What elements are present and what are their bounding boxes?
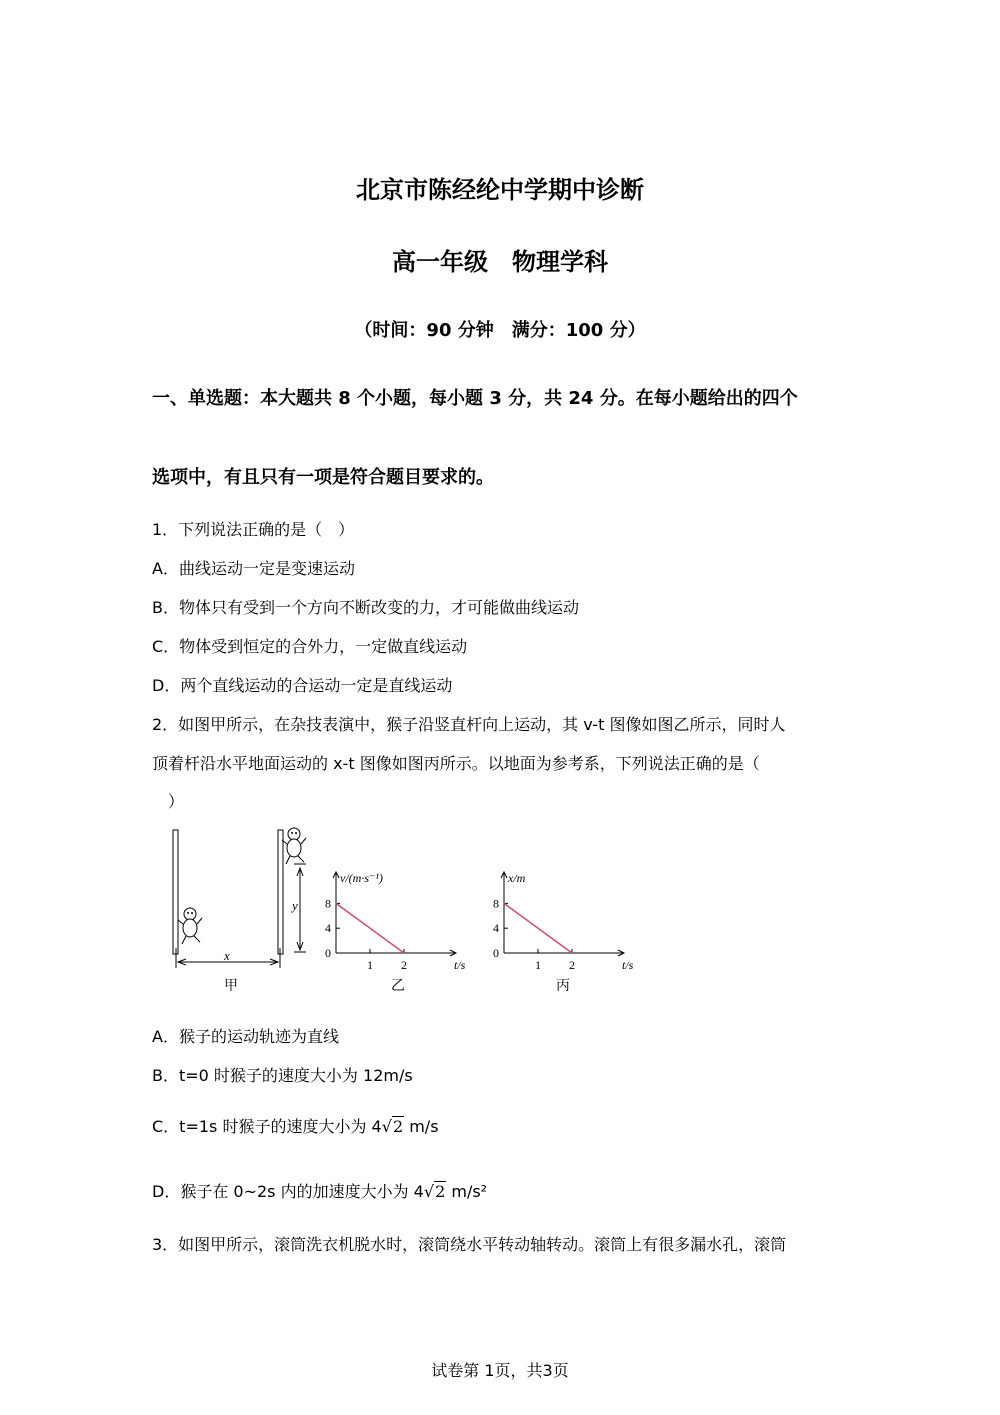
q2-option-d-text: D．猴子在 0~2s 内的加速度大小为 4 bbox=[152, 1182, 424, 1201]
q1-option-d: D．两个直线运动的合运动一定是直线运动 bbox=[152, 676, 453, 695]
chart-yi-ytick-label: 4 bbox=[325, 921, 331, 936]
q2-stem-line1: 2．如图甲所示，在杂技表演中，猴子沿竖直杆向上运动，其 v-t 图像如图乙所示，同时人 bbox=[152, 715, 786, 734]
q2-figure bbox=[160, 822, 660, 1002]
chart-bing-ytick-label: 4 bbox=[493, 921, 499, 936]
y-label: y bbox=[292, 898, 298, 913]
chart-bing bbox=[493, 871, 634, 972]
chart-yi-xtick-label: 1 bbox=[367, 958, 373, 972]
chart-yi-ytick-label: 0 bbox=[325, 946, 331, 960]
exam-info: （时间：90 分钟 满分：100 分） bbox=[354, 320, 646, 341]
q2-option-c bbox=[152, 1114, 439, 1137]
page-footer: 试卷第 1页，共3页 bbox=[431, 1361, 569, 1380]
q2-stem-line3: ） bbox=[152, 792, 185, 811]
q2-option-c-unit: m/s bbox=[404, 1117, 439, 1136]
chart-bing-xtick-label: 1 bbox=[535, 958, 541, 972]
fig-jia-label: 甲 bbox=[224, 979, 238, 994]
pole-right bbox=[278, 830, 283, 954]
x-label: x bbox=[224, 948, 230, 963]
monkey-icon bbox=[282, 828, 306, 864]
q2-option-c-text: C．t=1s 时猴子的速度大小为 4 bbox=[152, 1117, 382, 1136]
q2-option-c-radicand: 2 bbox=[392, 1117, 404, 1136]
page-subtitle: 高一年级 物理学科 bbox=[392, 248, 608, 276]
q2-option-b: B．t=0 时猴子的速度大小为 12m/s bbox=[152, 1066, 413, 1085]
fig-bing-label: 丙 bbox=[556, 979, 570, 994]
page-title: 北京市陈经纶中学期中诊断 bbox=[356, 176, 644, 204]
q2-stem-line2: 顶着杆沿水平地面运动的 x-t 图像如图丙所示。以地面为参考系，下列说法正确的是（ bbox=[152, 754, 760, 773]
sqrt-symbol: √2 bbox=[381, 1117, 404, 1136]
q3-stem-line1: 3．如图甲所示，滚筒洗衣机脱水时，滚筒绕水平转动轴转动。滚筒上有很多漏水孔，滚筒 bbox=[152, 1235, 787, 1254]
sqrt-symbol: √2 bbox=[423, 1182, 446, 1201]
q1-option-a: A．曲线运动一定是变速运动 bbox=[152, 559, 355, 578]
q1-stem: 1．下列说法正确的是（ ） bbox=[152, 520, 355, 539]
chart-bing-ylabel: x/m bbox=[508, 871, 526, 885]
chart-bing-data-line bbox=[504, 903, 572, 953]
q2-option-d bbox=[152, 1179, 487, 1202]
fig-yi-label: 乙 bbox=[391, 979, 405, 994]
chart-bing-ytick-label: 0 bbox=[493, 946, 499, 960]
section-heading-line1: 一、单选题：本大题共 8 个小题，每小题 3 分，共 24 分。在每小题给出的四个 bbox=[152, 388, 798, 409]
chart-yi-xtick-label: 2 bbox=[401, 958, 407, 972]
chart-bing-xtick-label: 2 bbox=[569, 958, 575, 972]
chart-bing-ytick-label: 8 bbox=[493, 896, 499, 911]
chart-yi-xlabel: t/s bbox=[454, 958, 466, 972]
q1-option-b: B．物体只有受到一个方向不断改变的力，才可能做曲线运动 bbox=[152, 598, 579, 617]
q2-option-d-radicand: 2 bbox=[435, 1182, 446, 1201]
q2-option-d-unit: m/s² bbox=[446, 1182, 488, 1201]
monkey-icon bbox=[178, 908, 202, 944]
chart-yi-data-line bbox=[336, 903, 404, 953]
chart-yi-ylabel: v/(m·s⁻¹) bbox=[340, 871, 383, 885]
chart-bing-xlabel: t/s bbox=[622, 958, 634, 972]
pole-left bbox=[173, 830, 178, 954]
chart-yi bbox=[325, 871, 466, 972]
q2-option-a: A．猴子的运动轨迹为直线 bbox=[152, 1027, 339, 1046]
chart-yi-ytick-label: 8 bbox=[325, 896, 331, 911]
q1-option-c: C．物体受到恒定的合外力，一定做直线运动 bbox=[152, 637, 468, 656]
section-heading-line2: 选项中，有且只有一项是符合题目要求的。 bbox=[152, 467, 494, 488]
